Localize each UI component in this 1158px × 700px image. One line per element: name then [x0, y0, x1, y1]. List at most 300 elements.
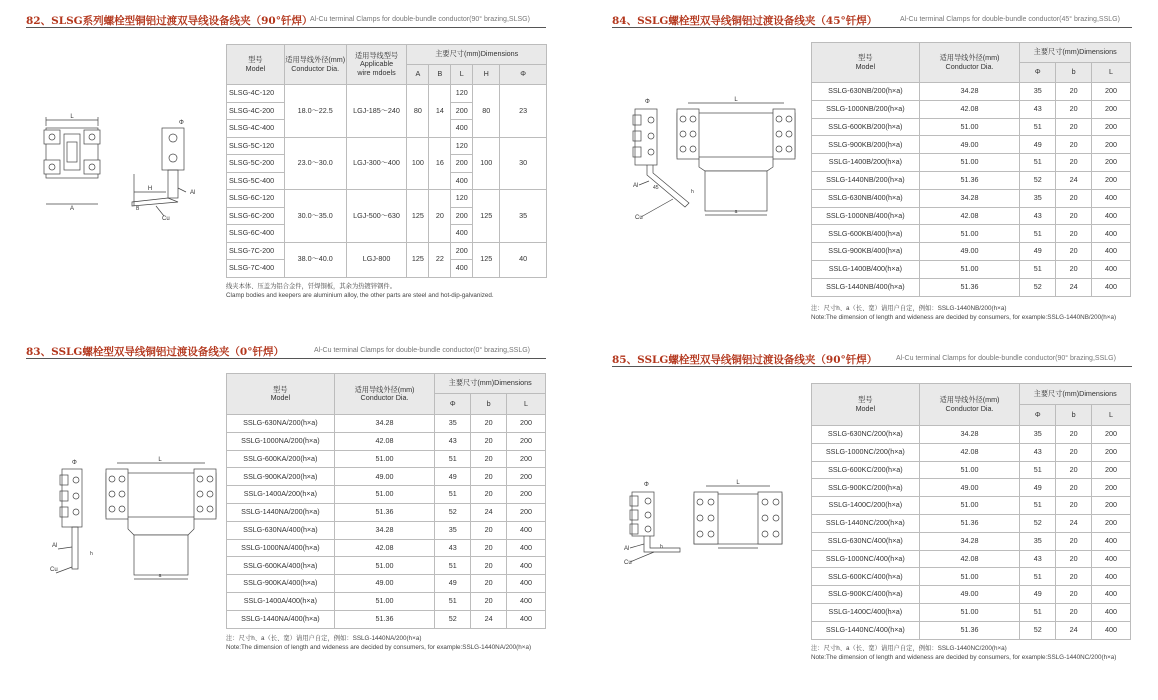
b-cell: 20	[1056, 426, 1092, 444]
table-row	[812, 532, 1131, 550]
model-cell: SSLG-600KA/400(h×a)	[227, 557, 335, 575]
dia-cell: 34.28	[919, 189, 1020, 207]
table-row	[227, 415, 546, 433]
phi-cell: 51	[435, 592, 471, 610]
section-83-title: 83、SSLG螺栓型双导线铜铝过渡设备线夹（0°钎焊）	[26, 346, 284, 358]
table-row	[227, 503, 546, 521]
svg-text:45: 45	[653, 185, 659, 191]
dia-cell: 51.00	[919, 118, 1020, 136]
b-cell: 20	[1056, 83, 1092, 101]
b-cell: 20	[471, 432, 507, 450]
phi-cell: 23	[500, 85, 547, 138]
section-83-table	[226, 373, 546, 629]
table-row	[227, 486, 546, 504]
svg-text:B: B	[136, 206, 140, 212]
section-85-title: 85、SSLG螺栓型双导线铜铝过渡设备线夹（90°钎焊）	[612, 354, 878, 366]
svg-text:L: L	[734, 97, 738, 103]
dia-cell: 51.00	[919, 568, 1020, 586]
dia-cell: 51.00	[334, 450, 435, 468]
l-cell: 400	[1092, 603, 1131, 621]
phi-cell: 30	[500, 137, 547, 190]
wire-cell: LGJ-185～240	[346, 85, 407, 138]
phi-cell: 51	[1020, 260, 1056, 278]
phi-cell: 35	[1020, 532, 1056, 550]
b-cell: 20	[1056, 586, 1092, 604]
table-row	[812, 243, 1131, 261]
svg-text:A: A	[69, 206, 75, 212]
col-dia-header: 适用导线外径(mm) Conductor Dia.	[334, 374, 435, 415]
phi-cell: 43	[1020, 207, 1056, 225]
dia-cell: 42.08	[919, 443, 1020, 461]
l-cell: 200	[1092, 479, 1131, 497]
l-cell: 200	[507, 415, 546, 433]
b-cell: 20	[1056, 550, 1092, 568]
dia-cell: 51.00	[919, 497, 1020, 515]
table-row	[812, 621, 1131, 639]
table-row	[812, 118, 1131, 136]
svg-text:h: h	[691, 189, 694, 195]
table-row	[812, 479, 1131, 497]
dia-cell: 51.36	[919, 278, 1020, 296]
model-cell: SLSG-6C-400	[227, 225, 285, 243]
dia-cell: 51.36	[334, 503, 435, 521]
section-84-drawing	[625, 95, 805, 225]
svg-text:Al: Al	[190, 190, 196, 196]
l-cell: 400	[1092, 586, 1131, 604]
model-cell: SSLG-1400B/400(h×a)	[812, 260, 920, 278]
svg-text:a: a	[158, 573, 162, 579]
phi-cell: 52	[1020, 171, 1056, 189]
model-cell: SSLG-1440NA/200(h×a)	[227, 503, 335, 521]
a-cell: 80	[407, 85, 429, 138]
b-cell: 16	[429, 137, 451, 190]
model-cell: SSLG-1000NC/200(h×a)	[812, 443, 920, 461]
col-dia-header: 适用导线外径(mm) Conductor Dia.	[919, 43, 1020, 83]
phi-cell: 51	[435, 557, 471, 575]
section-84-note-cn: 注：尺寸h、a（长、宽）请用户自定，例如：SSLG-1440NB/200(h×a)	[811, 305, 1007, 312]
phi-cell: 40	[500, 242, 547, 277]
svg-text:Al: Al	[633, 183, 639, 189]
table-row	[812, 83, 1131, 101]
phi-cell: 49	[1020, 136, 1056, 154]
model-cell: SSLG-600KA/200(h×a)	[227, 450, 335, 468]
dia-cell: 51.00	[919, 603, 1020, 621]
l-cell: 200	[1092, 426, 1131, 444]
col-phi-header: Φ	[500, 65, 547, 85]
phi-cell: 51	[1020, 497, 1056, 515]
dia-cell: 42.08	[919, 550, 1020, 568]
dia-cell: 49.00	[919, 243, 1020, 261]
section-82-note-en: Clamp bodies and keepers are aluminium alloy, the other parts are steel and hot-dip-galvanized.	[226, 292, 494, 299]
phi-cell: 52	[1020, 621, 1056, 639]
table-row	[227, 85, 547, 103]
dia-cell: 34.28	[919, 426, 1020, 444]
model-cell: SLSG-4C-400	[227, 120, 285, 138]
dia-cell: 49.00	[334, 575, 435, 593]
svg-text:Cu: Cu	[624, 560, 632, 566]
b-cell: 20	[471, 592, 507, 610]
model-cell: SSLG-1440NC/200(h×a)	[812, 514, 920, 532]
table-row	[812, 603, 1131, 621]
h-cell: 80	[473, 85, 500, 138]
svg-text:Φ: Φ	[72, 460, 77, 466]
model-cell: SSLG-900KC/400(h×a)	[812, 586, 920, 604]
l-cell: 200	[507, 468, 546, 486]
model-cell: SLSG-5C-200	[227, 155, 285, 173]
model-cell: SSLG-1400A/200(h×a)	[227, 486, 335, 504]
svg-text:a: a	[734, 209, 738, 215]
svg-text:Cu: Cu	[162, 216, 170, 222]
section-82-note-cn: 线夹本体、压盖为铝合金件，钎焊铜板，其余为热镀锌钢件。	[226, 283, 397, 290]
b-cell: 24	[1056, 278, 1092, 296]
wire-cell: LGJ-800	[346, 242, 407, 277]
col-model-header: 型号 Model	[812, 384, 920, 426]
model-cell: SSLG-630NB/400(h×a)	[812, 189, 920, 207]
b-cell: 20	[1056, 479, 1092, 497]
l-cell: 200	[1092, 118, 1131, 136]
col-l-header: L	[1092, 405, 1131, 426]
section-85-drawing	[620, 478, 790, 578]
model-cell: SSLG-1440NC/400(h×a)	[812, 621, 920, 639]
col-l-header: L	[451, 65, 473, 85]
wire-cell: LGJ-500～630	[346, 190, 407, 243]
col-phi-header: Φ	[435, 394, 471, 415]
b-cell: 20	[471, 557, 507, 575]
dia-cell: 49.00	[919, 136, 1020, 154]
phi-cell: 51	[1020, 154, 1056, 172]
l-cell: 400	[1092, 532, 1131, 550]
model-cell: SSLG-900KA/200(h×a)	[227, 468, 335, 486]
model-cell: SLSG-7C-400	[227, 260, 285, 278]
svg-text:L: L	[158, 457, 162, 463]
model-cell: SLSG-4C-120	[227, 85, 285, 103]
model-cell: SSLG-600KB/400(h×a)	[812, 225, 920, 243]
phi-cell: 49	[435, 575, 471, 593]
col-dims-header: 主要尺寸(mm)Dimensions	[1020, 384, 1131, 405]
dia-cell: 49.00	[919, 586, 1020, 604]
b-cell: 20	[1056, 461, 1092, 479]
dia-cell: 38.0～40.0	[284, 242, 346, 277]
l-cell: 400	[507, 557, 546, 575]
b-cell: 24	[1056, 171, 1092, 189]
table-row	[227, 575, 546, 593]
dia-cell: 42.08	[919, 207, 1020, 225]
b-cell: 20	[471, 450, 507, 468]
l-cell: 200	[451, 207, 473, 225]
table-row	[227, 190, 547, 208]
l-cell: 200	[451, 102, 473, 120]
model-cell: SSLG-900KA/400(h×a)	[227, 575, 335, 593]
model-cell: SSLG-600KB/200(h×a)	[812, 118, 920, 136]
b-cell: 20	[471, 415, 507, 433]
table-row	[227, 137, 547, 155]
l-cell: 400	[451, 225, 473, 243]
dia-cell: 34.28	[919, 83, 1020, 101]
a-cell: 125	[407, 242, 429, 277]
l-cell: 200	[451, 155, 473, 173]
l-cell: 400	[1092, 243, 1131, 261]
phi-cell: 43	[435, 539, 471, 557]
col-phi-header: Φ	[1020, 63, 1056, 83]
table-row	[812, 154, 1131, 172]
l-cell: 400	[451, 172, 473, 190]
model-cell: SSLG-600KC/200(h×a)	[812, 461, 920, 479]
section-82-table	[226, 44, 547, 278]
col-h-header: H	[473, 65, 500, 85]
dia-cell: 51.36	[919, 514, 1020, 532]
col-model-header: 型号 Model	[227, 374, 335, 415]
model-cell: SLSG-5C-400	[227, 172, 285, 190]
phi-cell: 52	[435, 503, 471, 521]
table-row	[812, 586, 1131, 604]
model-cell: SSLG-1000NA/200(h×a)	[227, 432, 335, 450]
phi-cell: 52	[1020, 514, 1056, 532]
l-cell: 200	[507, 450, 546, 468]
model-cell: SSLG-1400C/400(h×a)	[812, 603, 920, 621]
phi-cell: 51	[435, 450, 471, 468]
model-cell: SSLG-1000NB/400(h×a)	[812, 207, 920, 225]
phi-cell: 35	[1020, 189, 1056, 207]
section-82-title: 82、SLSG系列螺栓型铜铝过渡双导线设备线夹（90°钎焊）	[26, 15, 313, 27]
section-82-subtitle: Al-Cu terminal Clamps for double-bundle conductor(90° brazing,SLSG)	[310, 16, 530, 23]
phi-cell: 51	[1020, 603, 1056, 621]
section-85-subtitle: Al-Cu terminal Clamps for double-bundle conductor(90° brazing,SSLG)	[896, 355, 1116, 362]
col-wire-header: 适用导线型号 Applicable wire mdoels	[346, 45, 407, 85]
phi-cell: 51	[1020, 225, 1056, 243]
b-cell: 20	[1056, 532, 1092, 550]
b-cell: 24	[471, 610, 507, 628]
phi-cell: 43	[1020, 443, 1056, 461]
dia-cell: 23.0～30.0	[284, 137, 346, 190]
l-cell: 400	[451, 260, 473, 278]
dia-cell: 49.00	[919, 479, 1020, 497]
table-row	[227, 450, 546, 468]
col-model-header: 型号 Model	[227, 45, 285, 85]
model-cell: SLSG-4C-200	[227, 102, 285, 120]
dia-cell: 18.0～22.5	[284, 85, 346, 138]
l-cell: 200	[1092, 136, 1131, 154]
b-cell: 20	[1056, 497, 1092, 515]
l-cell: 400	[507, 610, 546, 628]
b-cell: 20	[471, 539, 507, 557]
svg-text:h: h	[90, 551, 93, 557]
svg-text:Φ: Φ	[644, 482, 649, 488]
b-cell: 20	[1056, 189, 1092, 207]
dia-cell: 51.00	[334, 592, 435, 610]
col-b-header: b	[1056, 405, 1092, 426]
model-cell: SSLG-1440NB/200(h×a)	[812, 171, 920, 189]
table-row	[812, 568, 1131, 586]
model-cell: SLSG-5C-120	[227, 137, 285, 155]
phi-cell: 51	[1020, 118, 1056, 136]
model-cell: SSLG-900KB/400(h×a)	[812, 243, 920, 261]
dia-cell: 42.08	[334, 432, 435, 450]
col-model-header: 型号 Model	[812, 43, 920, 83]
model-cell: SLSG-7C-200	[227, 242, 285, 260]
b-cell: 20	[1056, 207, 1092, 225]
wire-cell: LGJ-300～400	[346, 137, 407, 190]
col-b-header: b	[471, 394, 507, 415]
model-cell: SLSG-6C-200	[227, 207, 285, 225]
col-l-header: L	[1092, 63, 1131, 83]
l-cell: 400	[1092, 189, 1131, 207]
model-cell: SSLG-630NA/200(h×a)	[227, 415, 335, 433]
phi-cell: 51	[1020, 461, 1056, 479]
model-cell: SSLG-900KB/200(h×a)	[812, 136, 920, 154]
svg-text:H: H	[147, 186, 153, 192]
l-cell: 400	[1092, 621, 1131, 639]
model-cell: SSLG-630NA/400(h×a)	[227, 521, 335, 539]
section-84-table	[811, 42, 1131, 297]
b-cell: 20	[1056, 603, 1092, 621]
phi-cell: 52	[435, 610, 471, 628]
section-84-note-en: Note:The dimension of length and wideness are decided by consumers, for example:SSLG-1440NB/200(h×a)	[811, 314, 1117, 321]
table-row	[812, 207, 1131, 225]
table-row	[812, 278, 1131, 296]
col-dims-header: 主要尺寸(mm)Dimensions	[1020, 43, 1131, 63]
phi-cell: 49	[435, 468, 471, 486]
dia-cell: 51.00	[919, 154, 1020, 172]
dia-cell: 34.28	[919, 532, 1020, 550]
table-row	[812, 443, 1131, 461]
svg-text:Cu: Cu	[635, 215, 643, 221]
b-cell: 20	[471, 468, 507, 486]
table-row	[227, 592, 546, 610]
b-cell: 20	[1056, 100, 1092, 118]
svg-text:L: L	[70, 114, 74, 120]
l-cell: 200	[507, 503, 546, 521]
table-row	[812, 461, 1131, 479]
h-cell: 125	[473, 242, 500, 277]
section-84-subtitle: Al-Cu terminal Clamps for double-bundle conductor(45° brazing,SSLG)	[900, 16, 1120, 23]
section-85-rule	[612, 366, 1132, 367]
section-83-note-en: Note:The dimension of length and wideness are decided by consumers, for example:SSLG-1440NA/200(h×a)	[226, 644, 532, 651]
b-cell: 20	[1056, 443, 1092, 461]
svg-text:h: h	[660, 544, 663, 550]
phi-cell: 49	[1020, 479, 1056, 497]
col-dia-header: 适用导线外径(mm) Conductor Dia.	[284, 45, 346, 85]
b-cell: 20	[1056, 568, 1092, 586]
svg-text:Φ: Φ	[645, 99, 650, 105]
phi-cell: 35	[1020, 426, 1056, 444]
l-cell: 200	[507, 432, 546, 450]
phi-cell: 49	[1020, 586, 1056, 604]
l-cell: 400	[507, 575, 546, 593]
section-84-rule	[612, 27, 1132, 28]
phi-cell: 35	[435, 521, 471, 539]
col-dims-header: 主要尺寸(mm)Dimensions	[435, 374, 546, 394]
l-cell: 120	[451, 137, 473, 155]
model-cell: SLSG-6C-120	[227, 190, 285, 208]
model-cell: SSLG-1000NC/400(h×a)	[812, 550, 920, 568]
dia-cell: 42.08	[334, 539, 435, 557]
section-82-drawing	[34, 112, 214, 224]
l-cell: 200	[1092, 171, 1131, 189]
table-row	[227, 432, 546, 450]
phi-cell: 35	[500, 190, 547, 243]
svg-text:Al: Al	[52, 543, 58, 549]
svg-text:Cu: Cu	[50, 567, 58, 573]
model-cell: SSLG-600KC/400(h×a)	[812, 568, 920, 586]
b-cell: 22	[429, 242, 451, 277]
phi-cell: 35	[435, 415, 471, 433]
l-cell: 400	[507, 539, 546, 557]
l-cell: 200	[1092, 497, 1131, 515]
phi-cell: 51	[435, 486, 471, 504]
dia-cell: 51.36	[919, 171, 1020, 189]
table-row	[812, 497, 1131, 515]
l-cell: 200	[1092, 461, 1131, 479]
l-cell: 200	[1092, 100, 1131, 118]
b-cell: 20	[1056, 154, 1092, 172]
table-row	[227, 610, 546, 628]
model-cell: SSLG-1400C/200(h×a)	[812, 497, 920, 515]
b-cell: 14	[429, 85, 451, 138]
b-cell: 20	[1056, 225, 1092, 243]
model-cell: SSLG-1000NB/200(h×a)	[812, 100, 920, 118]
model-cell: SSLG-1400A/400(h×a)	[227, 592, 335, 610]
col-a-header: A	[407, 65, 429, 85]
table-row	[812, 426, 1131, 444]
l-cell: 200	[451, 242, 473, 260]
section-82-rule	[26, 27, 546, 28]
table-row	[812, 225, 1131, 243]
model-cell: SSLG-630NB/200(h×a)	[812, 83, 920, 101]
dia-cell: 42.08	[919, 100, 1020, 118]
b-cell: 20	[429, 190, 451, 243]
l-cell: 200	[1092, 514, 1131, 532]
l-cell: 120	[451, 190, 473, 208]
dia-cell: 34.28	[334, 415, 435, 433]
section-83-drawing	[46, 455, 221, 585]
a-cell: 100	[407, 137, 429, 190]
b-cell: 20	[1056, 260, 1092, 278]
l-cell: 400	[1092, 278, 1131, 296]
phi-cell: 35	[1020, 83, 1056, 101]
b-cell: 24	[1056, 514, 1092, 532]
col-phi-header: Φ	[1020, 405, 1056, 426]
table-row	[812, 171, 1131, 189]
phi-cell: 43	[1020, 550, 1056, 568]
dia-cell: 34.28	[334, 521, 435, 539]
dia-cell: 51.36	[334, 610, 435, 628]
l-cell: 400	[1092, 207, 1131, 225]
b-cell: 24	[471, 503, 507, 521]
dia-cell: 51.00	[919, 461, 1020, 479]
section-84-title: 84、SSLG螺栓型双导线铜铝过渡设备线夹（45°钎焊）	[612, 15, 878, 27]
b-cell: 20	[1056, 136, 1092, 154]
phi-cell: 52	[1020, 278, 1056, 296]
dia-cell: 49.00	[334, 468, 435, 486]
dia-cell: 51.00	[334, 486, 435, 504]
l-cell: 400	[507, 521, 546, 539]
dia-cell: 30.0～35.0	[284, 190, 346, 243]
section-83-rule	[26, 358, 546, 359]
col-b-header: B	[429, 65, 451, 85]
b-cell: 20	[471, 486, 507, 504]
l-cell: 400	[451, 120, 473, 138]
dia-cell: 51.00	[919, 260, 1020, 278]
table-row	[812, 189, 1131, 207]
b-cell: 20	[1056, 118, 1092, 136]
h-cell: 125	[473, 190, 500, 243]
col-b-header: b	[1056, 63, 1092, 83]
section-85-table	[811, 383, 1131, 640]
table-row	[812, 550, 1131, 568]
a-cell: 125	[407, 190, 429, 243]
phi-cell: 43	[1020, 100, 1056, 118]
phi-cell: 51	[1020, 568, 1056, 586]
